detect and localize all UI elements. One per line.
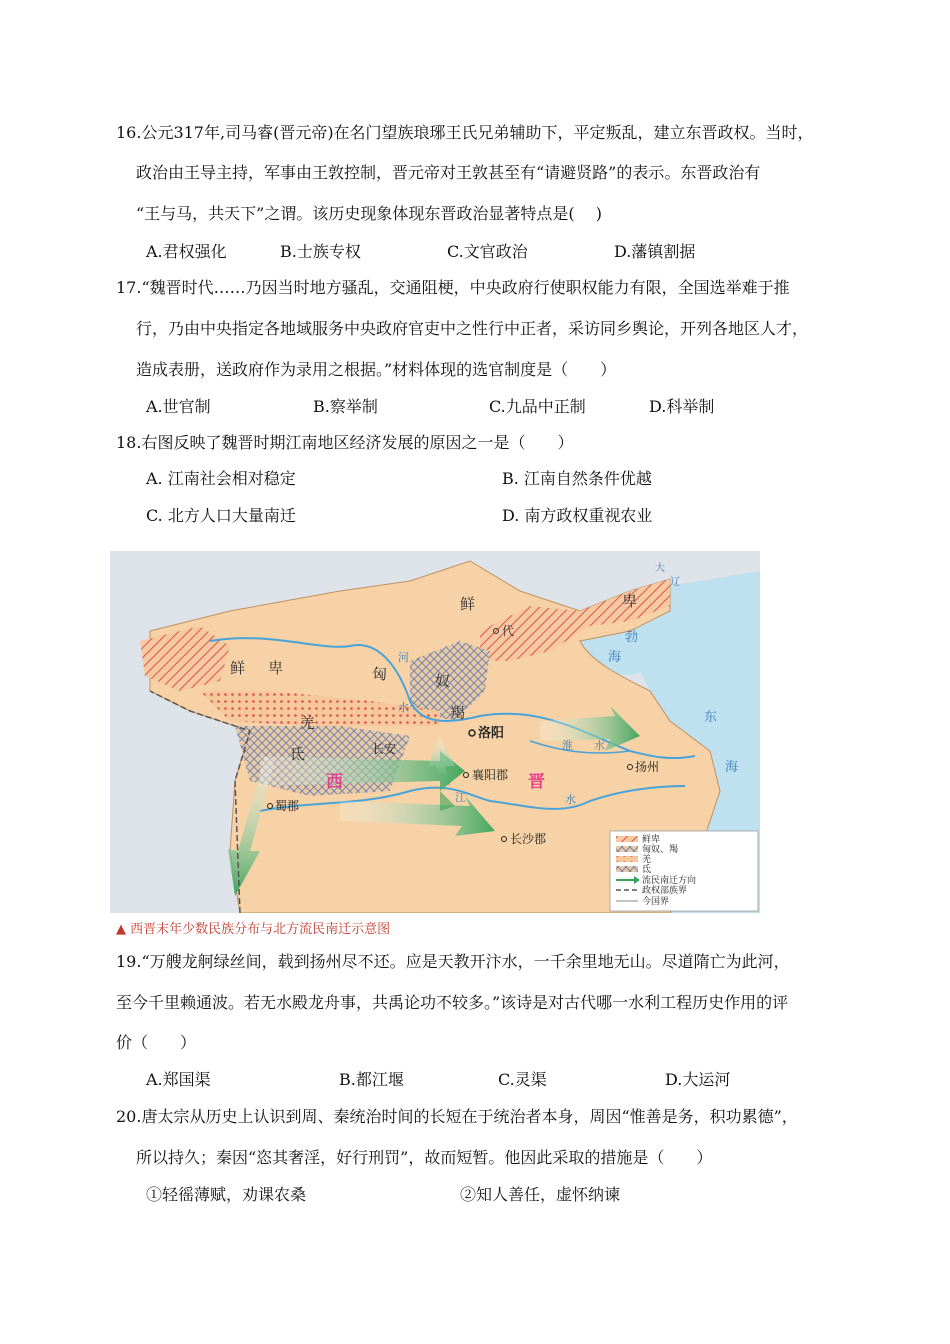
label-shui2: 水 bbox=[594, 739, 605, 752]
q19-option-d: D.大运河 bbox=[665, 1070, 731, 1089]
q16-option-b: B.士族专权 bbox=[280, 242, 361, 261]
legend-swatch-xiongnu bbox=[616, 846, 638, 852]
label-xianbei-w2: 卑 bbox=[268, 659, 284, 677]
legend-swatch-xianbei bbox=[616, 836, 638, 842]
q20-line-1: 20.唐太宗从历史上认识到周、秦统治时间的长短在于统治者本身，周因“惟善是务，积功累德”， bbox=[116, 1107, 798, 1126]
q16-line-1: 16.公元317年,司马睿(晋元帝)在名门望族琅琊王氏兄弟辅助下，平定叛乱，建立东晋政权。当时， bbox=[116, 123, 814, 142]
label-changan: 长安 bbox=[372, 742, 397, 756]
q18-option-c: C. 北方人口大量南迁 bbox=[146, 506, 296, 525]
legend-label-border: 政权部族界 bbox=[642, 886, 688, 896]
label-jiang: 江 bbox=[455, 791, 466, 804]
q19-option-b: B.都江堰 bbox=[339, 1070, 404, 1089]
label-qiang: 羌 bbox=[300, 714, 316, 732]
label-liao: 大 bbox=[655, 563, 665, 574]
label-dai: 代 bbox=[502, 624, 515, 638]
q17-line-2: 行，乃由中央指定各地域服务中央政府官吏中之性行中正者，采访同乡舆论，开列各地区人才， bbox=[136, 319, 809, 338]
label-dong: 东 bbox=[704, 710, 718, 725]
q20-option-2: ②知人善任，虚怀纳谏 bbox=[460, 1185, 621, 1204]
q19-line-1: 19.“万艘龙舸绿丝间，载到扬州尽不还。应是天教开汴水，一千余里地无山。尽道隋亡为此河， bbox=[116, 952, 790, 971]
label-he: 河 bbox=[398, 651, 409, 664]
label-shu: 蜀郡 bbox=[275, 799, 300, 813]
caption-triangle-icon: ▲ bbox=[116, 922, 131, 937]
label-hai2: 海 bbox=[725, 760, 739, 775]
label-hai: 海 bbox=[608, 650, 622, 665]
legend-swatch-qiang bbox=[616, 856, 638, 862]
legend-swatch-di bbox=[616, 866, 638, 872]
label-changsha: 长沙郡 bbox=[510, 832, 547, 846]
label-jie: 羯 bbox=[450, 704, 466, 722]
legend-label-arrow: 流民南迁方向 bbox=[642, 876, 697, 886]
q19-line-2: 至今千里赖通波。若无水殿龙舟事，共禹论功不较多。”该诗是对古代哪一水利工程历史作用的评 bbox=[116, 993, 789, 1012]
q16-line-3: “王与马，共天下”之谓。该历史现象体现东晋政治显著特点是( ) bbox=[136, 204, 602, 223]
migration-map-svg bbox=[110, 551, 760, 913]
q19-line-3: 价（ ） bbox=[116, 1033, 197, 1052]
label-shui: 水 bbox=[398, 701, 409, 714]
q16-line-2: 政治由王导主持，军事由王敦控制，晋元帝对王敦甚至有“请避贤路”的表示。东晋政治有 bbox=[136, 163, 761, 182]
q18-option-b: B. 江南自然条件优越 bbox=[502, 469, 652, 488]
q19-option-a: A.郑国渠 bbox=[146, 1070, 211, 1089]
legend-label-di: 氐 bbox=[642, 865, 652, 875]
legend-label-xiongnu: 匈奴、羯 bbox=[642, 845, 679, 855]
q20-option-1: ①轻徭薄赋，劝课农桑 bbox=[146, 1185, 307, 1204]
q17-option-b: B.察举制 bbox=[313, 397, 378, 416]
label-liao2: 辽 bbox=[670, 577, 680, 588]
q20-line-2: 所以持久；秦因“恣其奢淫，好行刑罚”，故而短暂。他因此采取的措施是（ ） bbox=[136, 1148, 713, 1167]
q18-line-1: 18.右图反映了魏晋时期江南地区经济发展的原因之一是（ ） bbox=[116, 433, 574, 452]
label-luoyang: 洛阳 bbox=[478, 726, 505, 741]
label-huai: 淮 bbox=[562, 739, 573, 752]
q16-option-c: C.文官政治 bbox=[447, 242, 528, 261]
map-legend bbox=[610, 831, 758, 911]
map-caption bbox=[116, 918, 390, 937]
q17-option-d: D.科举制 bbox=[649, 397, 715, 416]
q16-option-a: A.君权强化 bbox=[146, 242, 227, 261]
q19-option-c: C.灵渠 bbox=[498, 1070, 547, 1089]
legend-label-xianbei: 鲜卑 bbox=[642, 835, 661, 845]
q17-option-c: C.九品中正制 bbox=[489, 397, 586, 416]
label-xiongnu1: 匈 bbox=[372, 665, 388, 683]
q18-option-a: A. 江南社会相对稳定 bbox=[146, 469, 296, 488]
label-xianbei-w1: 鲜 bbox=[230, 659, 246, 677]
label-di: 氐 bbox=[290, 745, 306, 763]
q17-option-a: A.世官制 bbox=[146, 397, 211, 416]
caption-text: 西晋末年少数民族分布与北方流民南迁示意图 bbox=[130, 922, 391, 937]
legend-label-national: 今国界 bbox=[642, 897, 670, 907]
label-xiongnu2: 奴 bbox=[435, 672, 451, 690]
legend-label-qiang: 羌 bbox=[642, 855, 652, 865]
label-yangzhou: 扬州 bbox=[635, 760, 660, 774]
label-bei-ne: 卑 bbox=[622, 592, 638, 610]
q16-option-d: D.藩镇割据 bbox=[614, 242, 696, 261]
q17-line-3: 造成表册，送政府作为录用之根据。”材料体现的选官制度是（ ） bbox=[136, 360, 617, 379]
q18-option-d: D. 南方政权重视农业 bbox=[502, 506, 653, 525]
migration-map bbox=[110, 551, 760, 913]
label-xi: 西 bbox=[326, 772, 343, 792]
label-shui3: 水 bbox=[565, 793, 576, 806]
label-bo: 勃 bbox=[625, 630, 639, 645]
label-xianbei-n: 鲜 bbox=[460, 595, 476, 613]
label-xiangyang: 襄阳郡 bbox=[472, 768, 509, 782]
label-jin: 晋 bbox=[528, 772, 545, 792]
q17-line-1: 17.“魏晋时代……乃因当时地方骚乱，交通阻梗，中央政府行使职权能力有限，全国选举难于推 bbox=[116, 278, 790, 297]
